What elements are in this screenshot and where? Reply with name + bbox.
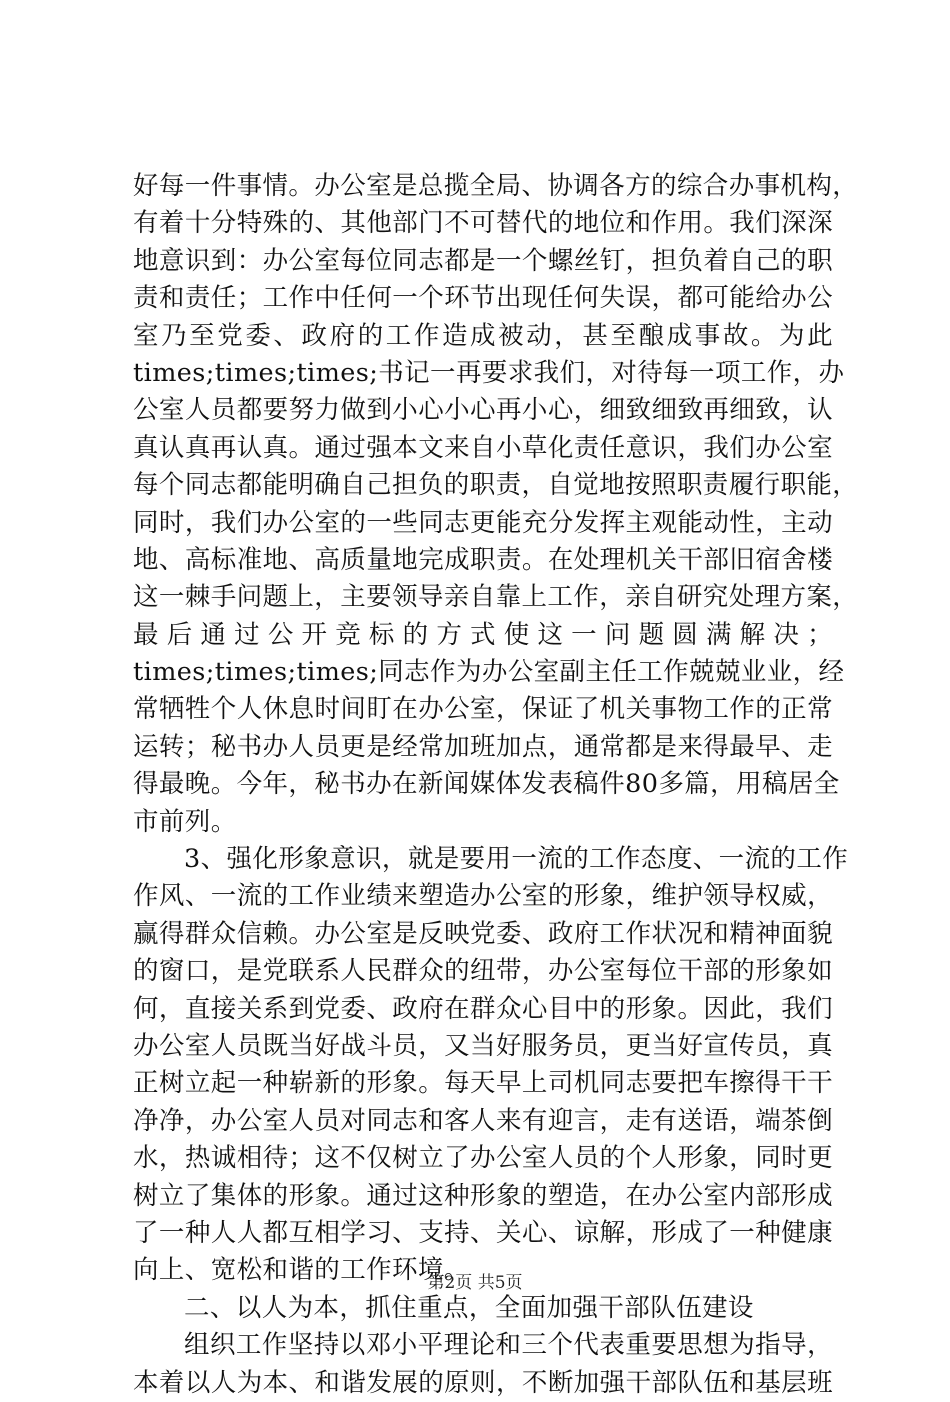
text-line: 公室人员都要努力做到小心小心再小心，细致细致再细致，认	[133, 395, 833, 426]
page-number-footer: 第2页 共5页	[427, 1273, 523, 1293]
text-line: 这一棘手问题上，主要领导亲自靠上工作，亲自研究处理方案，	[133, 582, 859, 613]
text-line: 得最晚。今年，秘书办在新闻媒体发表稿件80多篇，用稿居全	[133, 769, 840, 800]
text-line: 何，直接关系到党委、政府在群众心目中的形象。因此，我们	[133, 993, 833, 1024]
text-line: 净净，办公室人员对同志和客人来有迎言，走有送语，端茶倒	[133, 1105, 833, 1136]
text-line: 责和责任；工作中任何一个环节出现任何失误，都可能给办公	[133, 283, 833, 314]
text-line: 室乃至党委、政府的工作造成被动，甚至酿成事故。为此	[133, 320, 833, 351]
text-line: 树立了集体的形象。通过这种形象的塑造，在办公室内部形成	[133, 1180, 833, 1211]
text-line: 3、强化形象意识，就是要用一流的工作态度、一流的工作	[184, 844, 849, 875]
text-line: 运转；秘书办人员更是经常加班加点，通常都是来得最早、走	[133, 731, 833, 762]
text-line: 的窗口，是党联系人民群众的纽带，办公室每位干部的形象如	[133, 956, 833, 987]
text-line: 好每一件事情。办公室是总揽全局、协调各方的综合办事机构，	[133, 171, 859, 201]
text-line: 地、高标准地、高质量地完成职责。在处理机关干部旧宿舍楼	[133, 544, 833, 575]
text-line: 同时，我们办公室的一些同志更能充分发挥主观能动性，主动	[133, 507, 833, 538]
text-line: 真认真再认真。通过强本文来自小草化责任意识，我们办公室	[133, 432, 833, 463]
text-line: 地意识到：办公室每位同志都是一个螺丝钉，担负着自己的职	[133, 245, 833, 276]
text-line: 赢得群众信赖。办公室是反映党委、政府工作状况和精神面貌	[133, 918, 833, 949]
text-line: 本着以人为本、和谐发展的原则，不断加强干部队伍和基层班	[133, 1367, 833, 1398]
text-line: 了一种人人都互相学习、支持、关心、谅解，形成了一种健康	[133, 1217, 833, 1248]
text-line: 办公室人员既当好战斗员，又当好服务员，更当好宣传员，真	[133, 1030, 833, 1061]
text-line: 最后通过公开竞标的方式使这一问题圆满解决；	[133, 619, 833, 650]
text-line: 每个同志都能明确自己担负的职责，自觉地按照职责履行职能，	[133, 470, 859, 501]
text-line: 有着十分特殊的、其他部门不可替代的地位和作用。我们深深	[133, 208, 833, 239]
text-line: 水，热诚相待；这不仅树立了办公室人员的个人形象，同时更	[133, 1143, 833, 1174]
text-line: 作风、一流的工作业绩来塑造办公室的形象，维护领导权威，	[133, 881, 833, 912]
text-line: 市前列。	[133, 806, 237, 837]
text-line: times;times;times;同志作为办公室副主任工作兢兢业业，经	[133, 657, 845, 688]
text-line: 向上、宽松和谐的工作环境。	[133, 1255, 470, 1286]
text-line: 组织工作坚持以邓小平理论和三个代表重要思想为指导，	[184, 1330, 833, 1361]
text-line: times;times;times;书记一再要求我们，对待每一项工作，办	[133, 357, 845, 388]
text-line: 正树立起一种崭新的形象。每天早上司机同志要把车擦得干干	[133, 1068, 833, 1099]
text-line: 常牺牲个人休息时间盯在办公室，保证了机关事物工作的正常	[133, 694, 833, 725]
document-body	[133, 168, 859, 1402]
section-heading: 二、以人为本，抓住重点，全面加强干部队伍建设	[184, 1292, 754, 1323]
